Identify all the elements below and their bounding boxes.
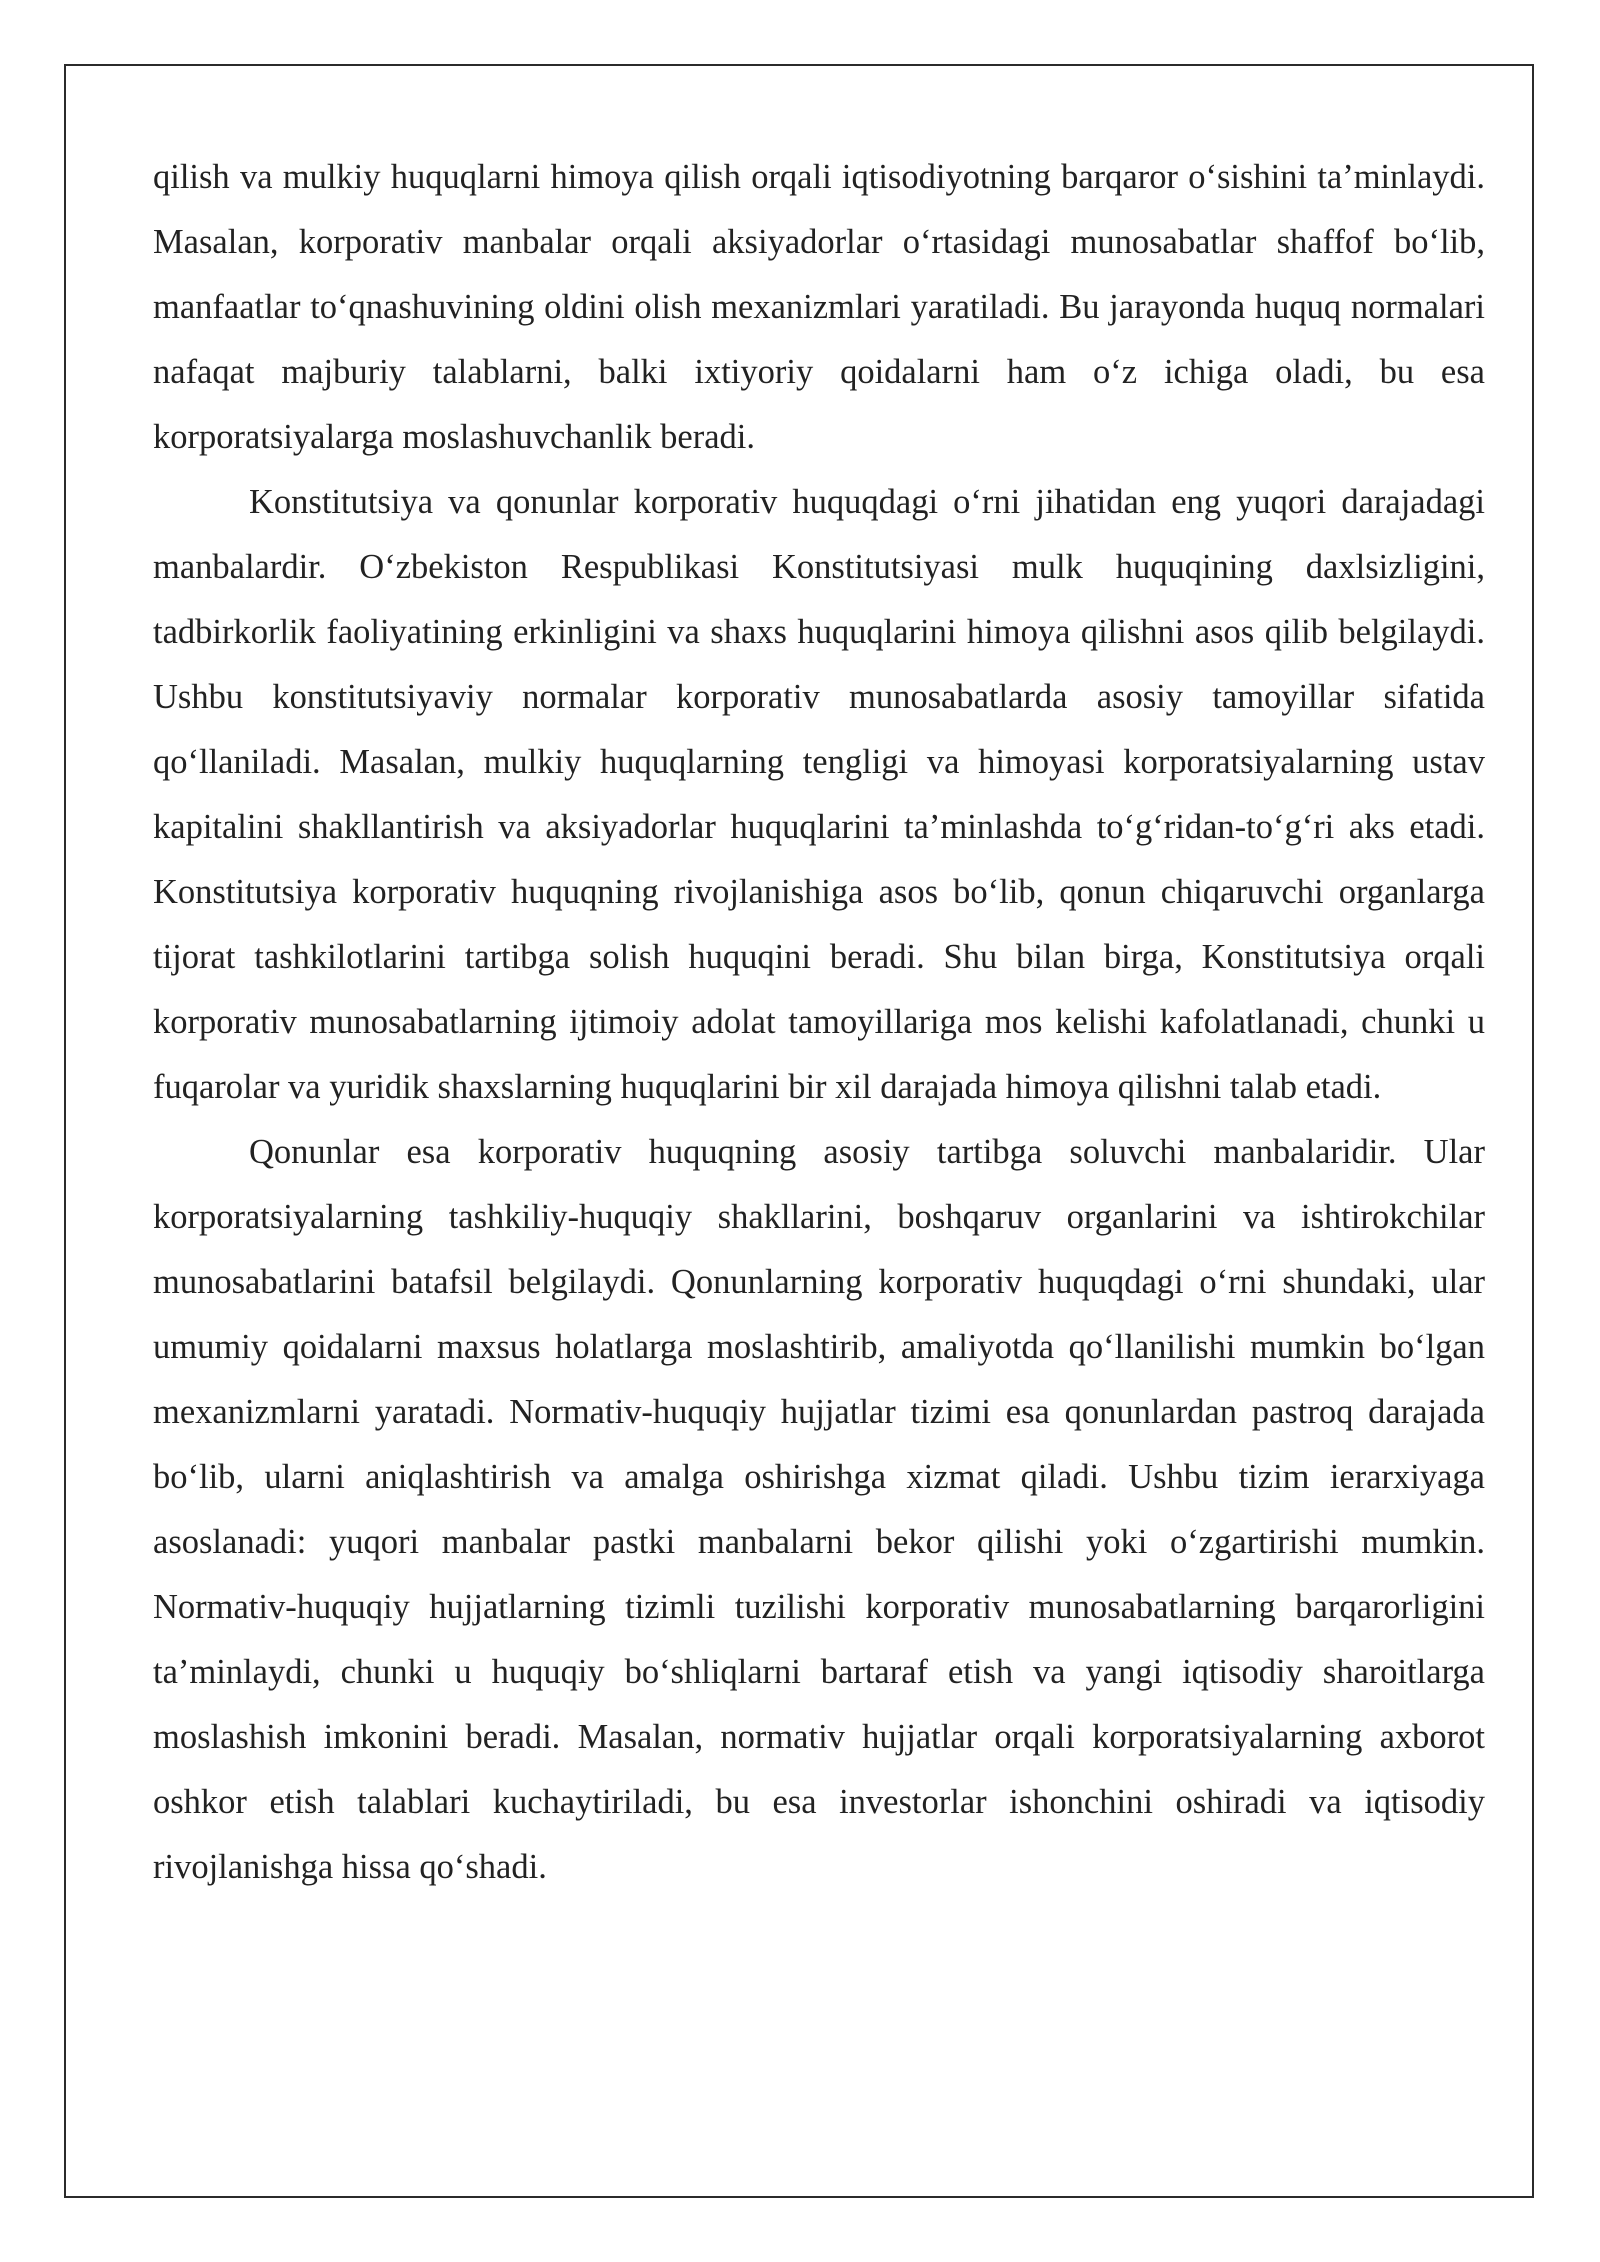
paragraph-laws: Qonunlar esa korporativ huquqning asosiy tartibga soluvchi manbalaridir. Ular korporatsiyalarning tashkiliy-huquqiy shakllarini, boshqaruv organlarini va ishtirokchilar munosabatlarini batafsil belgilaydi. Qonunlarning korporativ huquqdagi o‘rni shundaki, ular umumiy qoidalarni maxsus holatlarga moslashtirib, amaliyotda qo‘llanilishi mumkin bo‘lgan mexanizmlarni yaratadi. Normativ-huquqiy hujjatlar tizimi esa qonunlardan pastroq darajada bo‘lib, ularni aniqlashtirish va amalga oshirishga xizmat qiladi. Ushbu tizim ierarxiyaga asoslanadi: yuqori manbalar pastki manbalarni bekor qilishi yoki o‘zgartirishi mumkin. Normativ-huquqiy hujjatlarning tizimli tuzilishi korporativ munosabatlarning barqarorligini ta’minlaydi, chunki u huquqiy bo‘shliqlarni bartaraf etish va yangi iqtisodiy sharoitlarga moslashish imkonini beradi. Masalan, normativ hujjatlar orqali korporatsiyalarning axborot oshkor etish talablari kuchaytiriladi, bu esa investorlar ishonchini oshiradi va iqtisodiy rivojlanishga hissa qo‘shadi. bbox=[153, 1133, 1485, 1886]
paragraph-constitution: Konstitutsiya va qonunlar korporativ huquqdagi o‘rni jihatidan eng yuqori darajadagi manbalardir. O‘zbekiston Respublikasi Konstitutsiyasi mulk huquqining daxlsizligini, tadbirkorlik faoliyatining erkinligini va shaxs huquqlarini himoya qilishni asos qilib belgilaydi. Ushbu konstitutsiyaviy normalar korporativ munosabatlarda asosiy tamoyillar sifatida qo‘llaniladi. Masalan, mulkiy huquqlarning tengligi va himoyasi korporatsiyalarning ustav kapitalini shakllantirish va aksiyadorlar huquqlarini ta’minlashda to‘g‘ridan-to‘g‘ri aks etadi. Konstitutsiya korporativ huquqning rivojlanishiga asos bo‘lib, qonun chiqaruvchi organlarga tijorat tashkilotlarini tartibga solish huquqini beradi. Shu bilan birga, Konstitutsiya orqali korporativ munosabatlarning ijtimoiy adolat tamoyillariga mos kelishi kafolatlanadi, chunki u fuqarolar va yuridik shaxslarning huquqlarini bir xil darajada himoya qilishni talab etadi. bbox=[153, 483, 1485, 1106]
document-body bbox=[153, 145, 1485, 1900]
paragraph-continuation: qilish va mulkiy huquqlarni himoya qilish orqali iqtisodiyotning barqaror o‘sishini ta’minlaydi. Masalan, korporativ manbalar orqali aksiyadorlar o‘rtasidagi munosabatlar shaffof bo‘lib, manfaatlar to‘qnashuvining oldini olish mexanizmlari yaratiladi. Bu jarayonda huquq normalari nafaqat majburiy talablarni, balki ixtiyoriy qoidalarni ham o‘z ichiga oladi, bu esa korporatsiyalarga moslashuvchanlik beradi. bbox=[153, 158, 1485, 456]
